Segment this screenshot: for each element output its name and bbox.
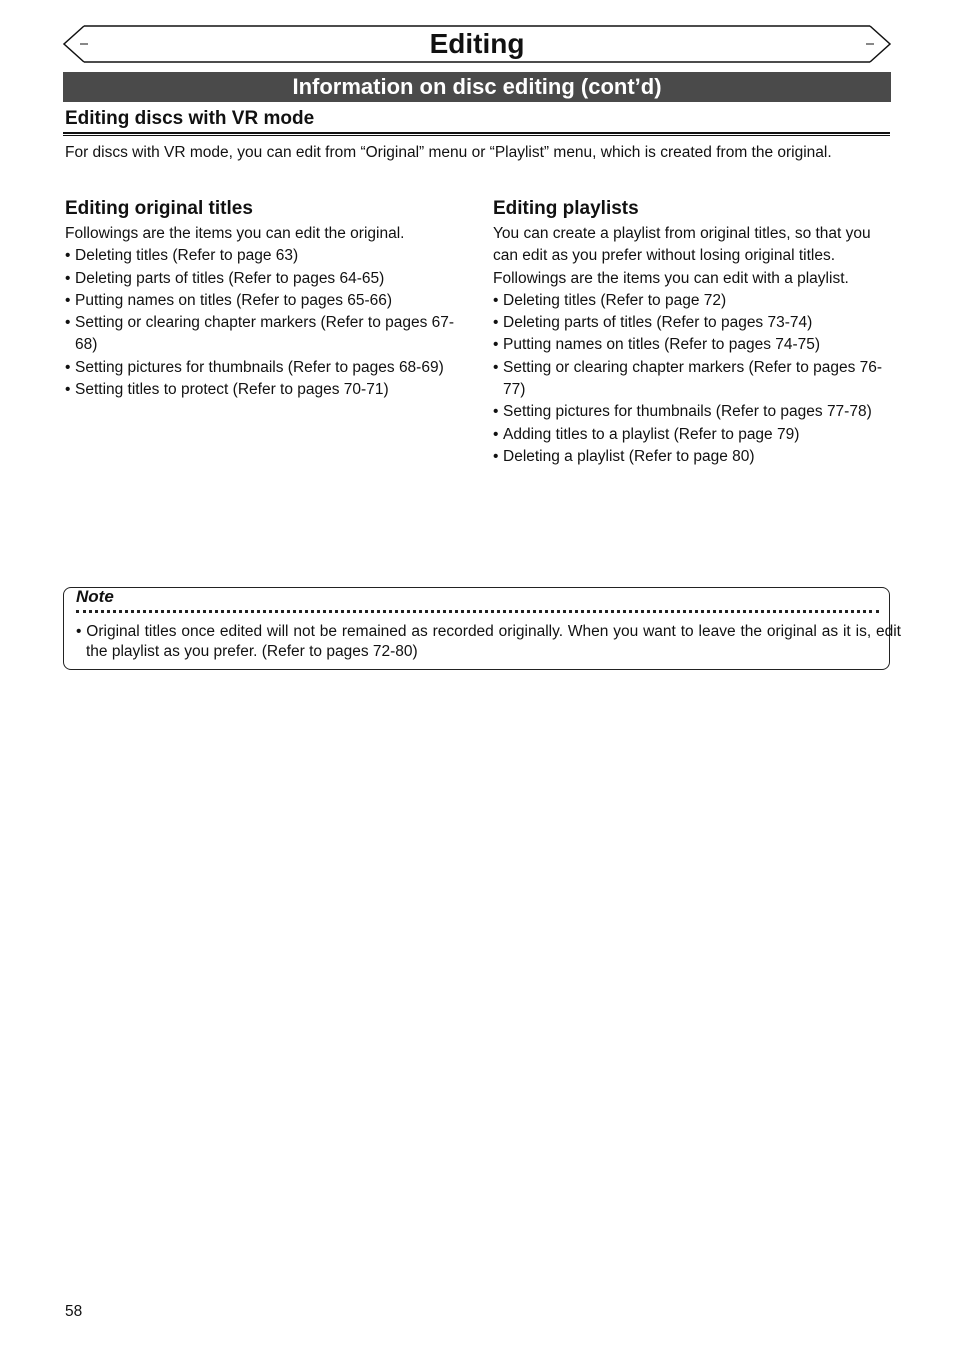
list-item: • Setting pictures for thumbnails (Refer to pages 68-69) [65,357,460,379]
chapter-title: Editing [429,28,525,59]
bullet: • [493,291,499,309]
list-item: • Deleting a playlist (Refer to page 80) [493,446,893,468]
bullet: • [65,291,71,309]
bullet: • [65,269,71,287]
page-number: 58 [65,1303,83,1320]
bullet: • [493,336,499,354]
list-item: • Setting or clearing chapter markers (Refer to pages 67-68) [65,314,455,354]
list-item: • Setting pictures for thumbnails (Refer to pages 77-78) [493,401,893,423]
heading-rule [63,132,890,134]
original-titles-column [65,197,460,401]
vr-mode-heading: Editing discs with VR mode [65,108,315,129]
list-item: • Setting titles to protect (Refer to pages 70-71) [65,379,460,401]
playlists-intro: You can create a playlist from original titles, so that you can edit as you prefer without losing original titles. [493,225,871,265]
section-title: Information on disc editing (cont’d) [63,72,891,102]
note-dotted-divider [76,610,879,613]
list-item: • Deleting parts of titles (Refer to pages 73-74) [493,312,893,334]
bullet: • [493,447,499,465]
bullet: • [493,425,499,443]
list-item: • Deleting titles (Refer to page 63) [65,245,460,267]
list-item: • Adding titles to a playlist (Refer to page 79) [493,424,893,446]
list-item: • Putting names on titles (Refer to pages 65-66) [65,290,460,312]
list-item: • Setting or clearing chapter markers (Refer to pages 76-77) [493,358,883,399]
bullet: • [65,358,71,376]
bullet: • [493,314,499,332]
original-titles-list [65,245,460,401]
original-titles-heading: Editing original titles [65,198,253,219]
note-text: • Original titles once edited will not be remained as recorded originally. When you want to leave the original as it is, edit the playlist as you prefer. (Refer to pages 72-80) [76,623,901,660]
original-titles-intro: Followings are the items you can edit the original. [65,225,405,242]
note-box [63,587,901,670]
chapter-banner [62,25,892,65]
note-title: Note [76,587,114,606]
bullet: • [65,381,71,399]
heading-rule-thin [63,135,890,136]
bullet: • [493,358,499,376]
bullet: • [65,314,71,332]
bullet: • [65,247,71,265]
playlists-intro-2: Followings are the items you can edit with a playlist. [493,269,849,287]
vr-mode-intro: For discs with VR mode, you can edit from “Original” menu or “Playlist” menu, which is created from the original. [65,144,832,161]
list-item: • Deleting parts of titles (Refer to pages 64-65) [65,268,460,290]
playlists-column [493,197,893,468]
playlists-list [493,290,893,468]
list-item: • Deleting titles (Refer to page 72) [493,290,893,312]
bullet: • [493,403,499,421]
playlists-heading: Editing playlists [493,198,639,219]
list-item: • Putting names on titles (Refer to pages 74-75) [493,334,893,356]
